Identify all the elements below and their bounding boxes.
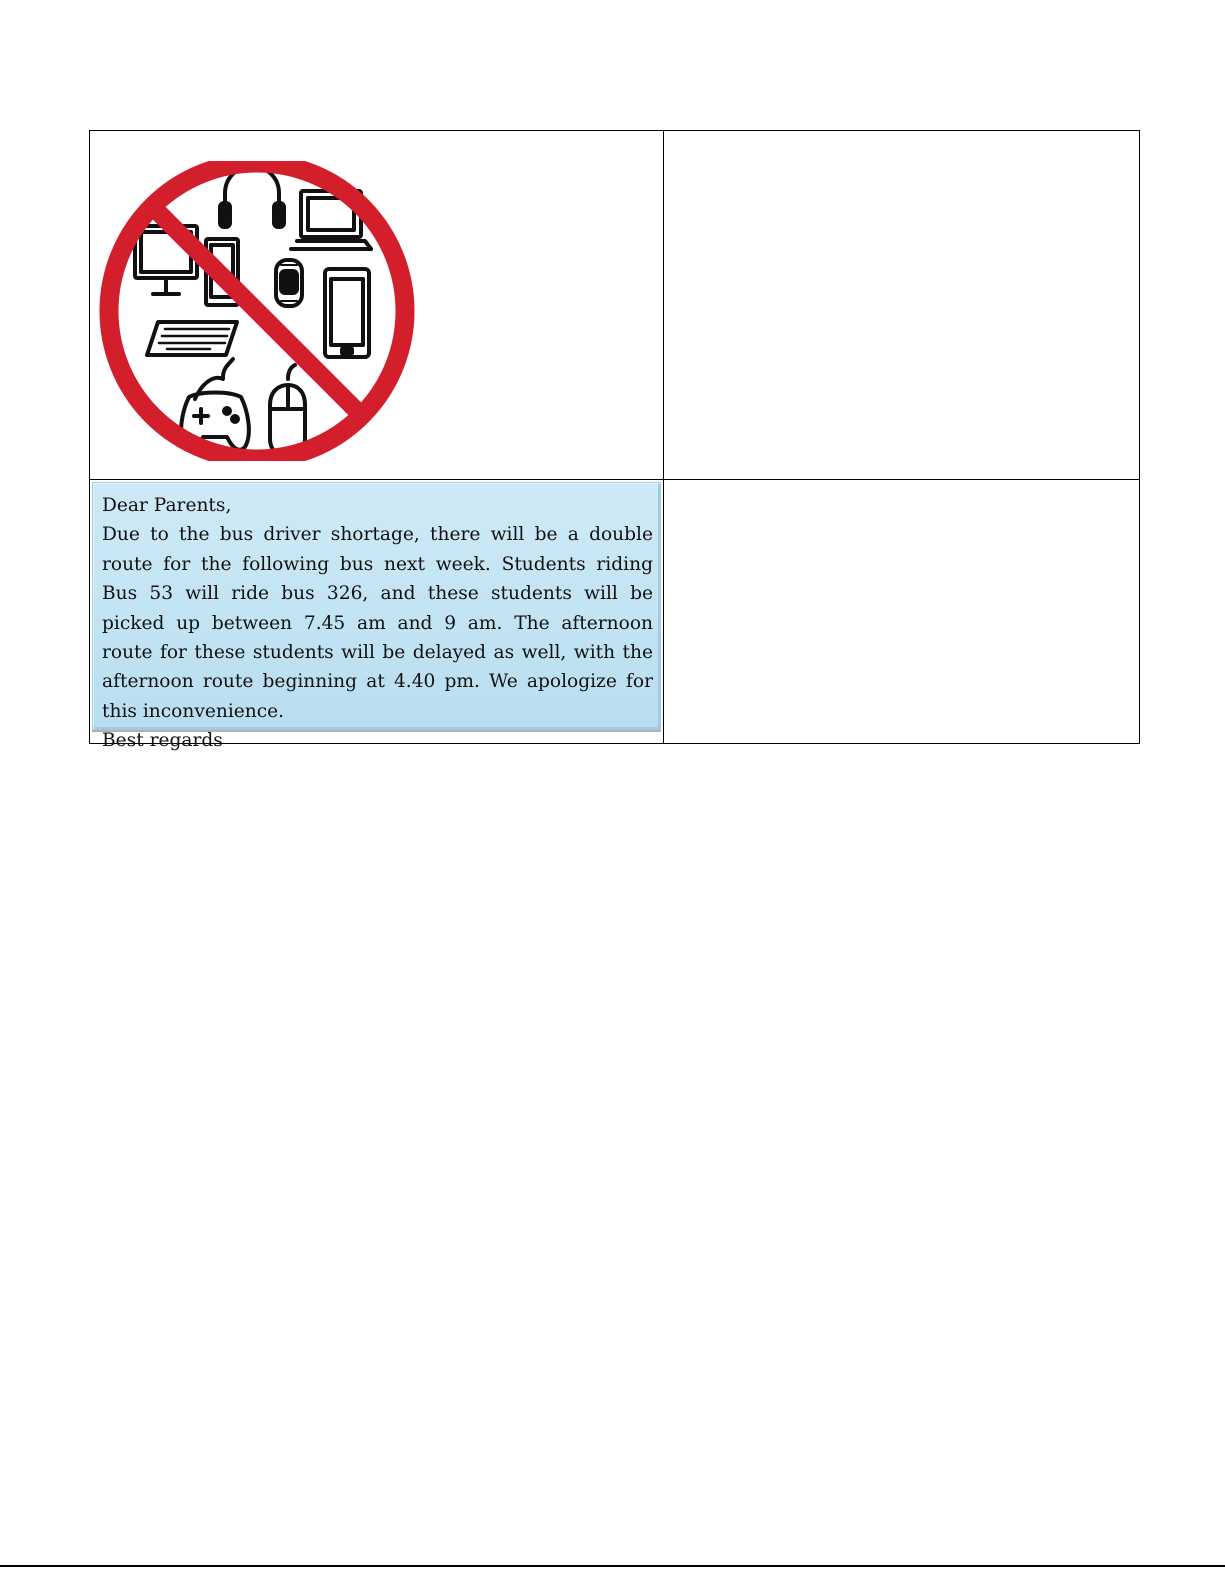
page-bottom-rule [0,1565,1225,1567]
answer-cell-1[interactable] [664,131,1139,479]
image-cell [90,131,664,479]
notice-greeting: Dear Parents, [102,495,232,516]
notice-body: Due to the bus driver shortage, there will be a double route for the following bus next week. Students riding Bus 53 will ride bus 326, and these students will be picked up between 7.45 am and 9 am. The afternoon route for these students will be delayed as well, with the afternoon route beginning at 4.40 pm. We apologize for this inconvenience. [102,524,653,722]
table-row-2 [90,480,1139,752]
smartwatch-icon [276,260,302,306]
keyboard-icon [147,322,237,355]
table-row-1 [90,131,1139,480]
no-electronic-devices-icon [95,161,419,461]
notice-closing: Best regards [102,730,223,752]
answer-cell-2[interactable] [664,480,1139,743]
notice-cell [90,480,664,752]
smartphone-icon [325,269,369,357]
bus-notice-box [92,482,661,752]
worksheet-table [89,130,1140,752]
